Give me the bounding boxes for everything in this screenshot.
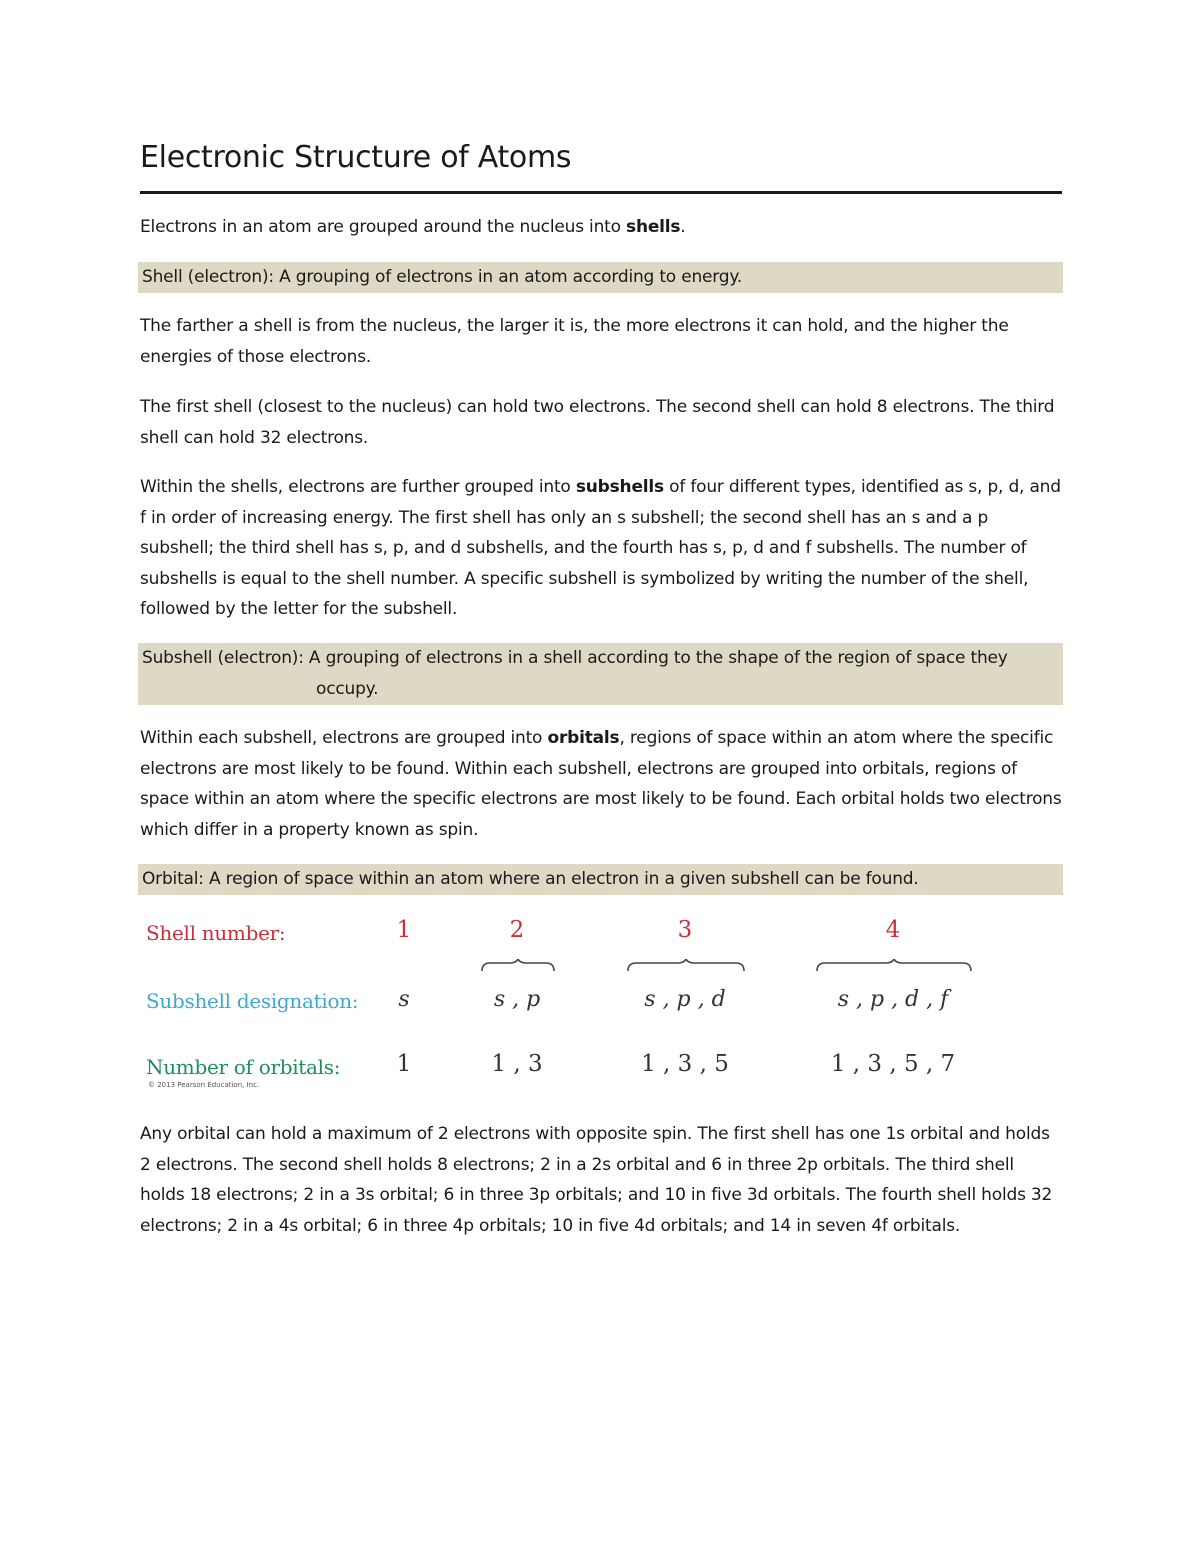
paragraph-shell-capacity: The first shell (closest to the nucleus) can hold two electrons. The second shell can hold 8 electrons. The third shell can hold 32 electrons. [140,397,1055,448]
paragraph-subshells [140,472,1062,625]
definition-box-shell [138,262,1063,293]
text-span: , regions of space within an atom where the specific electrons are most likely to be found. Within each subshell, electrons are grouped into orbitals, regions of space within an atom where the specific electrons are most likely to be found. Each orbital holds two electrons which differ in a property known as spin. [140,728,1062,840]
definition-text-line1: Subshell (electron): A grouping of electrons in a shell according to the shape of the region of space they [142,648,1008,668]
row-label-subshell-designation: Subshell designation: [146,989,359,1013]
definition-text: Shell (electron): A grouping of electrons in an atom according to energy. [142,267,743,287]
page-title: Electronic Structure of Atoms [140,140,572,175]
subshell-designation-1: s [398,987,410,1012]
text-span: of four different types, identified as s, p, d, and f in order of increasing energy. The first shell has only an s subshell; the second shell has an s and a p subshell; the third shell has s, p, and d subshells, and the fourth has s, p, d and f subshells. The number of subshells is equal to the shell number. A specific subshell is symbolized by writing the number of the shell, followed by the letter for the subshell. [140,477,1061,619]
paragraph-orbital-capacity: Any orbital can hold a maximum of 2 electrons with opposite spin. The first shell has one 1s orbital and holds 2 electrons. The second shell holds 8 electrons; 2 in a 2s orbital and 6 in three 2p orbitals. The third shell holds 18 electrons; 2 in a 3s orbital; 6 in three 3p orbitals; and 10 in five 3d orbitals. The fourth shell holds 32 electrons; 2 in a 4s orbital; 6 in three 4p orbitals; 10 in five 4d orbitals; and 14 in seven 4f orbitals. [140,1124,1053,1236]
definition-text: Orbital: A region of space within an atom where an electron in a given subshell can be found. [142,869,919,889]
bold-term-orbitals: orbitals [547,728,620,748]
shell-number-2: 2 [509,917,525,943]
shell-subshell-orbital-diagram [140,905,1040,1105]
copyright-notice: © 2013 Pearson Education, Inc. [148,1081,260,1089]
definition-box-orbital [138,864,1063,895]
brace-shell-2 [480,959,556,973]
orbital-count-1: 1 [396,1051,412,1077]
orbital-count-3: 1 , 3 , 5 [641,1051,729,1077]
definition-text-line2: occupy. [316,678,379,699]
shell-number-1: 1 [396,917,412,943]
bold-term-subshells: subshells [575,477,664,497]
text-span: Within each subshell, electrons are grouped into [140,728,548,748]
row-label-number-of-orbitals: Number of orbitals: [146,1055,341,1079]
paragraph-shell-energy: The farther a shell is from the nucleus, the larger it is, the more electrons it can hold, and the higher the energies of those electrons. [140,316,1009,367]
brace-shell-3 [626,959,746,973]
row-label-shell-number: Shell number: [146,921,286,945]
bold-term-shells: shells [626,217,681,237]
subshell-designation-4: s , p , d , f [837,987,949,1012]
text-span: Electrons in an atom are grouped around the nucleus into [140,217,627,237]
definition-box-subshell [138,643,1063,705]
subshell-designation-3: s , p , d [644,987,726,1012]
text-span: Within the shells, electrons are further grouped into [140,477,576,497]
brace-shell-4 [815,959,973,973]
shell-number-3: 3 [677,917,693,943]
paragraph-orbitals [140,723,1062,845]
subshell-designation-2: s , p [493,987,541,1012]
orbital-count-4: 1 , 3 , 5 , 7 [830,1051,956,1077]
paragraph-shells-intro [140,212,1062,243]
shell-number-4: 4 [885,917,901,943]
text-span: . [680,217,686,237]
title-underline [140,191,1062,194]
orbital-count-2: 1 , 3 [491,1051,543,1077]
